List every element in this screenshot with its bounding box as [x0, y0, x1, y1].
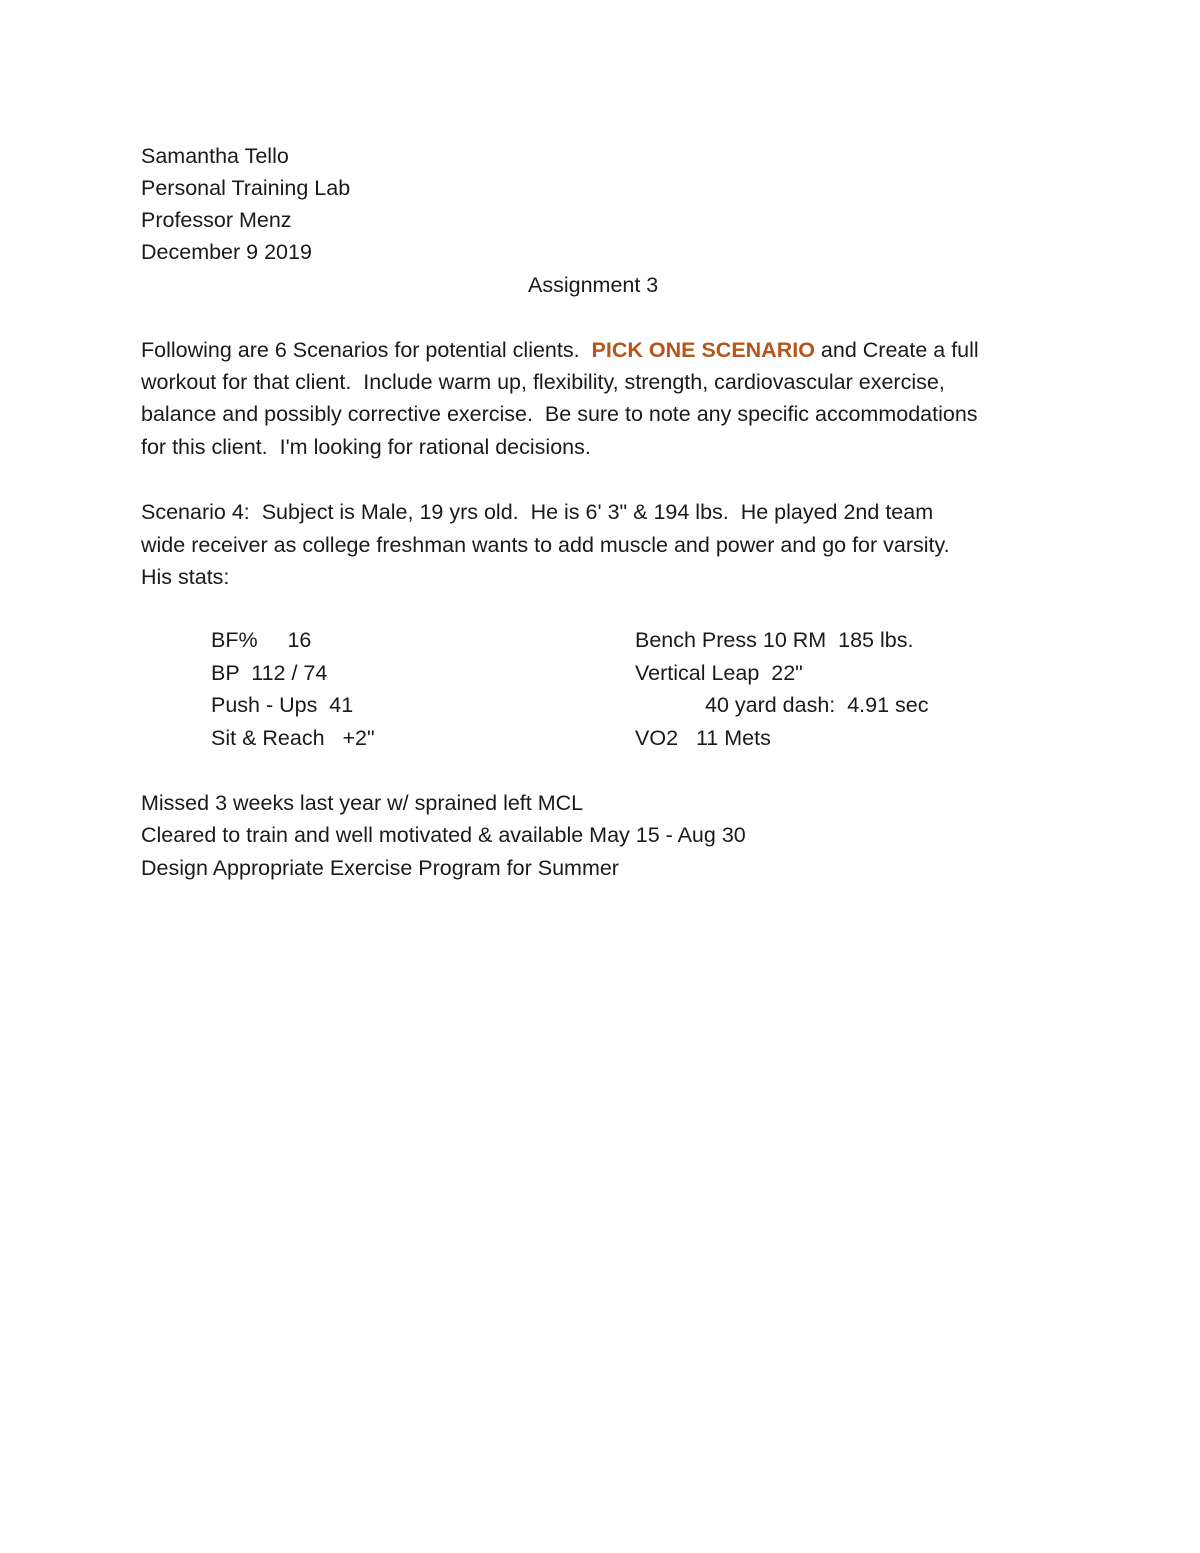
instructions-line-4: for this client. I'm looking for rational decisions.	[141, 435, 591, 459]
assignment-title: Assignment 3	[528, 273, 659, 297]
submission-date: December 9 2019	[141, 240, 312, 264]
instructions-line-2: workout for that client. Include warm up, flexibility, strength, cardiovascular exercise,	[141, 370, 945, 394]
note-availability: Cleared to train and well motivated & available May 15 - Aug 30	[141, 823, 746, 847]
stat-sit-and-reach: Sit & Reach +2"	[211, 726, 375, 750]
student-name: Samantha Tello	[141, 144, 289, 168]
note-injury: Missed 3 weeks last year w/ sprained left MCL	[141, 791, 584, 815]
instructions-text-start: Following are 6 Scenarios for potential clients.	[141, 338, 592, 362]
stat-body-fat: BF% 16	[211, 628, 312, 652]
professor-name: Professor Menz	[141, 208, 292, 232]
stat-vo2: VO2 11 Mets	[635, 726, 771, 750]
instructions-emphasis: PICK ONE SCENARIO	[591, 338, 815, 362]
scenario-line-2: wide receiver as college freshman wants to add muscle and power and go for varsity.	[141, 533, 950, 557]
stat-push-ups: Push - Ups 41	[211, 693, 354, 717]
instructions-text-end: and Create a full	[814, 338, 979, 362]
scenario-line-3: His stats:	[141, 565, 230, 589]
instructions-line-3: balance and possibly corrective exercise. Be sure to note any specific accommodations	[141, 402, 978, 426]
stat-blood-pressure: BP 112 / 74	[211, 661, 328, 685]
stat-bench-press: Bench Press 10 RM 185 lbs.	[635, 628, 914, 652]
stat-forty-yard-dash: 40 yard dash: 4.91 sec	[705, 693, 929, 717]
scenario-line-1: Scenario 4: Subject is Male, 19 yrs old. He is 6' 3" & 194 lbs. He played 2nd team	[141, 500, 934, 524]
note-task: Design Appropriate Exercise Program for Summer	[141, 856, 619, 880]
course-name: Personal Training Lab	[141, 176, 351, 200]
instructions-line-1	[141, 334, 979, 366]
stat-vertical-leap: Vertical Leap 22"	[635, 661, 803, 685]
